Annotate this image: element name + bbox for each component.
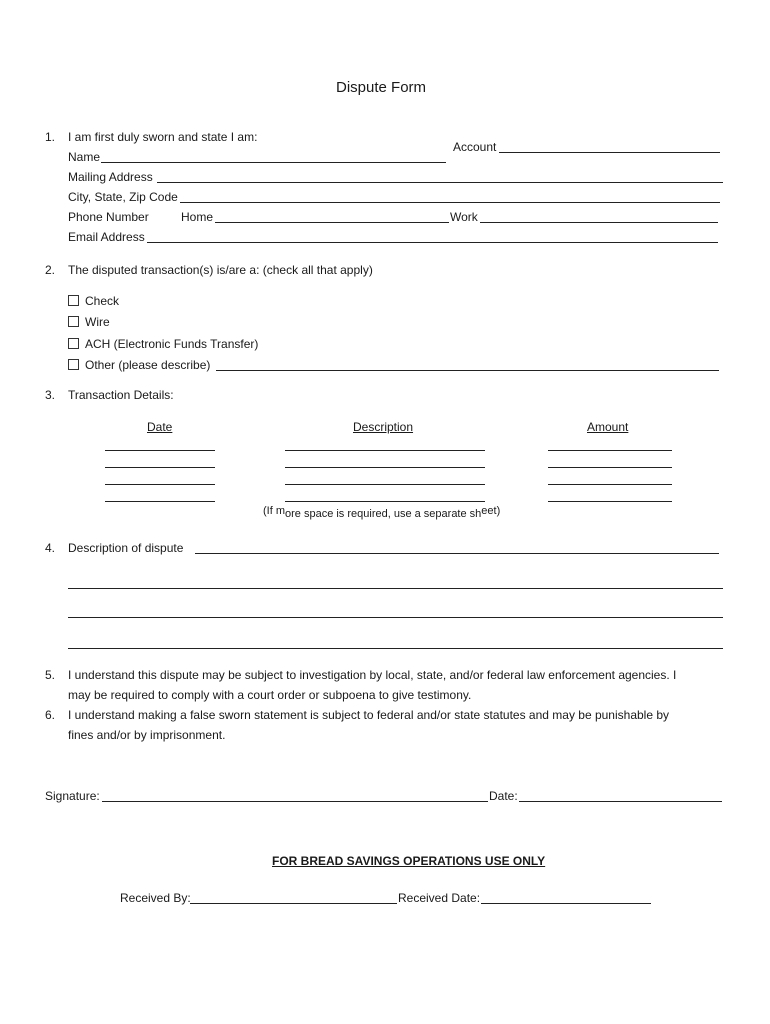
home-phone-field[interactable] — [215, 222, 449, 223]
section1-intro: I am first duly sworn and state I am: — [68, 130, 258, 144]
dispute-description-field-1[interactable] — [195, 553, 719, 554]
description-field-1[interactable] — [285, 450, 485, 451]
description-field-3[interactable] — [285, 484, 485, 485]
mailing-address-field[interactable] — [157, 182, 723, 183]
option-other-label: Other (please describe) — [85, 358, 211, 372]
received-by-label: Received By: — [120, 891, 191, 905]
received-date-label: Received Date: — [398, 891, 481, 905]
operations-heading: FOR BREAD SAVINGS OPERATIONS USE ONLY — [272, 854, 546, 868]
date-field-1[interactable] — [105, 450, 215, 451]
mailing-address-label: Mailing Address — [68, 170, 153, 184]
dispute-description-field-2[interactable] — [68, 588, 723, 589]
phone-number-label: Phone Number — [68, 210, 149, 224]
name-label: Name — [68, 150, 101, 164]
name-field[interactable] — [101, 162, 446, 163]
option-check[interactable] — [68, 294, 119, 308]
note-middle: ore space is required, use a separate sh — [285, 508, 482, 520]
checkbox-check[interactable] — [68, 295, 79, 306]
city-state-zip-field[interactable] — [180, 202, 720, 203]
checkbox-other[interactable] — [68, 359, 79, 370]
received-by-field[interactable] — [190, 903, 397, 904]
section4-text: Description of dispute — [68, 541, 184, 555]
signature-date-label: Date: — [489, 789, 518, 803]
account-label: Account — [453, 140, 497, 154]
city-state-zip-label: City, State, Zip Code — [68, 190, 178, 204]
dispute-description-field-3[interactable] — [68, 617, 723, 618]
email-address-label: Email Address — [68, 230, 145, 244]
dispute-description-field-4[interactable] — [68, 648, 723, 649]
section3-text: Transaction Details: — [68, 388, 174, 402]
option-wire-label: Wire — [85, 315, 110, 329]
separate-sheet-note — [263, 504, 500, 518]
column-header-amount: Amount — [587, 420, 629, 434]
section6-line2: fines and/or by imprisonment. — [68, 728, 226, 742]
amount-field-3[interactable] — [548, 484, 672, 485]
column-header-date: Date — [147, 420, 173, 434]
item-number-2: 2. — [45, 263, 56, 277]
other-description-field[interactable] — [216, 370, 719, 371]
date-field-2[interactable] — [105, 467, 215, 468]
note-suffix: eet) — [481, 505, 501, 517]
item-number-1: 1. — [45, 130, 56, 144]
signature-label: Signature: — [45, 789, 100, 803]
amount-field-1[interactable] — [548, 450, 672, 451]
date-field-4[interactable] — [105, 501, 215, 502]
amount-field-4[interactable] — [548, 501, 672, 502]
description-field-2[interactable] — [285, 467, 485, 468]
received-date-field[interactable] — [481, 903, 651, 904]
date-field-3[interactable] — [105, 484, 215, 485]
section5-line1: I understand this dispute may be subject to investigation by local, state, and/or federal law enforcement agencies. I — [68, 668, 677, 682]
option-other[interactable] — [68, 358, 210, 372]
column-header-description: Description — [353, 420, 414, 434]
option-ach-label: ACH (Electronic Funds Transfer) — [85, 337, 259, 351]
item-number-4: 4. — [45, 541, 56, 555]
description-field-4[interactable] — [285, 501, 485, 502]
work-phone-label: Work — [450, 210, 478, 224]
section5-line2: may be required to comply with a court order or subpoena to give testimony. — [68, 688, 472, 702]
signature-date-field[interactable] — [519, 801, 722, 802]
note-prefix: (If m — [263, 505, 285, 517]
option-wire[interactable] — [68, 315, 110, 329]
section6-line1: I understand making a false sworn statement is subject to federal and/or state statutes and may be punishable by — [68, 708, 670, 722]
option-check-label: Check — [85, 294, 120, 308]
account-field[interactable] — [499, 152, 720, 153]
amount-field-2[interactable] — [548, 467, 672, 468]
page-title: Dispute Form — [336, 79, 427, 96]
checkbox-ach[interactable] — [68, 338, 79, 349]
item-number-3: 3. — [45, 388, 56, 402]
option-ach[interactable] — [68, 337, 258, 351]
email-address-field[interactable] — [147, 242, 718, 243]
home-phone-label: Home — [181, 210, 214, 224]
section2-text: The disputed transaction(s) is/are a: (check all that apply) — [68, 263, 373, 277]
signature-field[interactable] — [102, 801, 488, 802]
item-number-5: 5. — [45, 668, 56, 682]
checkbox-wire[interactable] — [68, 316, 79, 327]
item-number-6: 6. — [45, 708, 56, 722]
work-phone-field[interactable] — [480, 222, 718, 223]
